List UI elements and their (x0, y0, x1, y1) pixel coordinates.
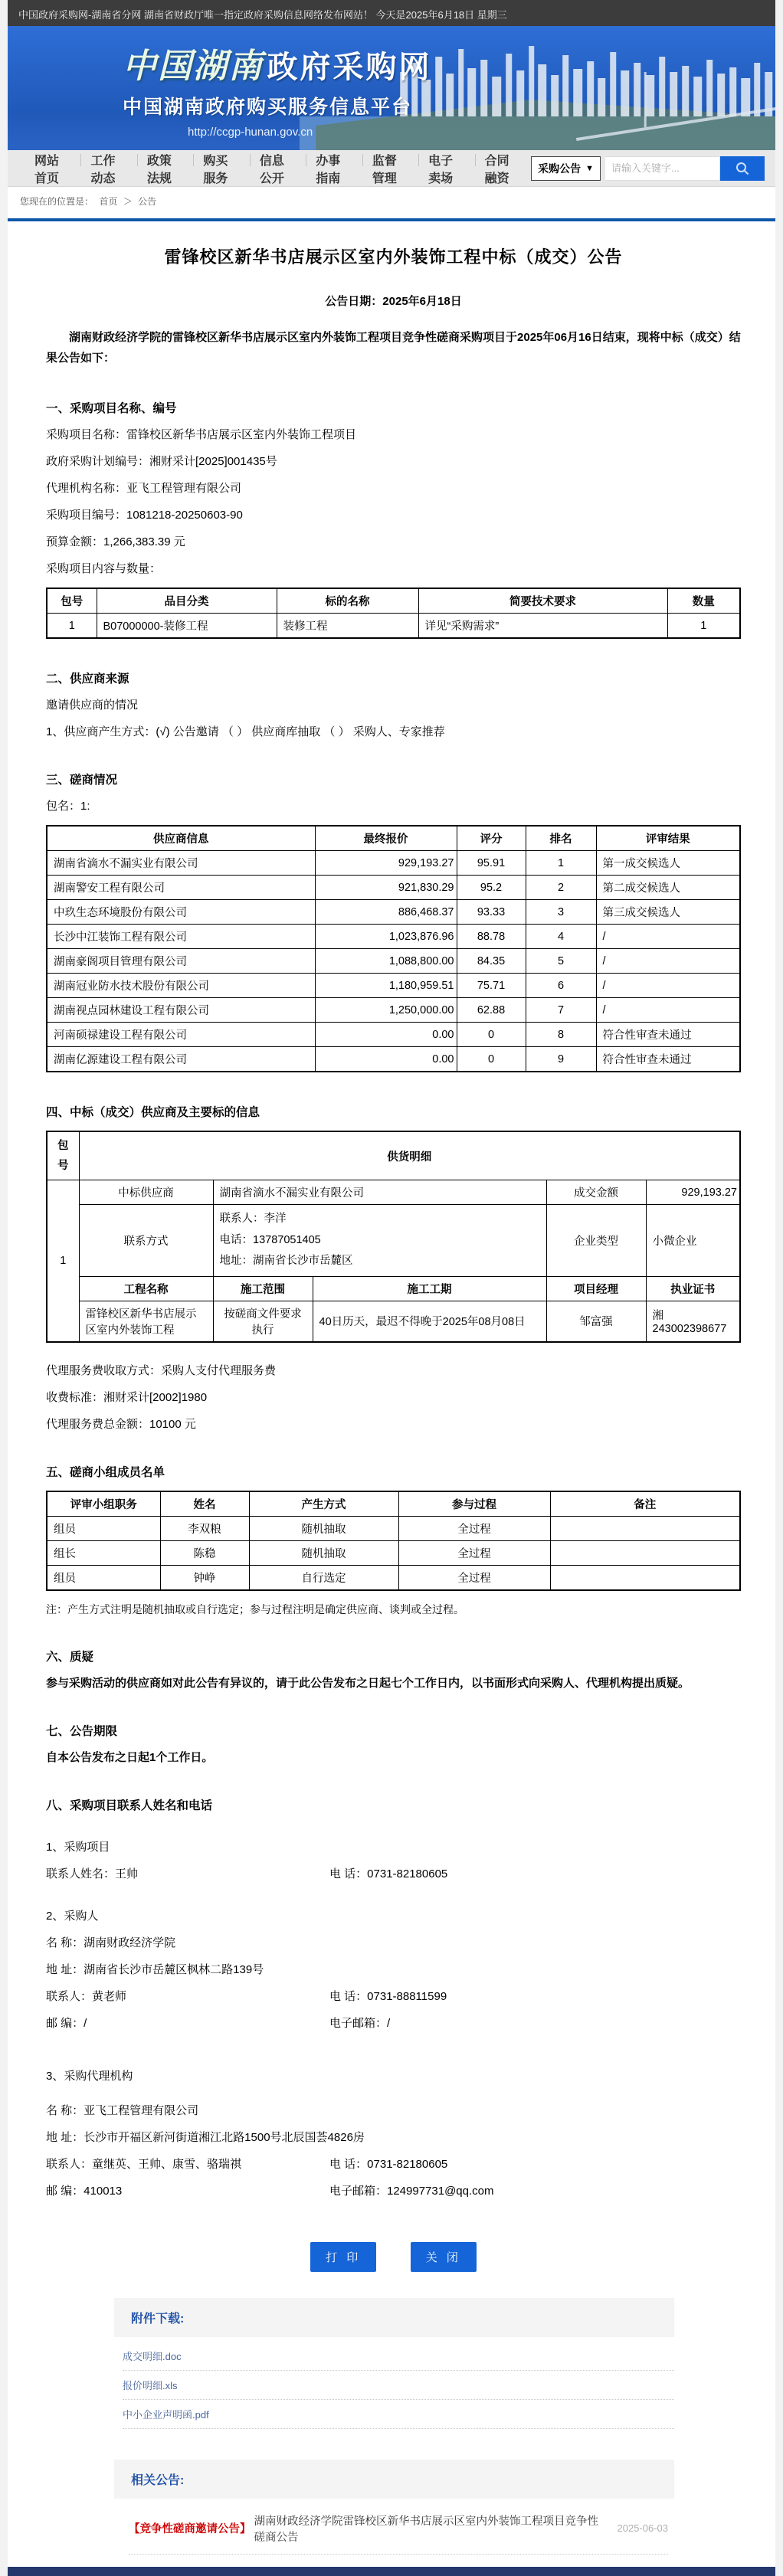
winner-detail-table (46, 1131, 741, 1343)
cell-rank: 5 (526, 949, 596, 974)
column-header: 评审结果 (596, 826, 740, 851)
announcement-period-paragraph: 自本公告发布之日起1个工作日。 (46, 1750, 214, 1764)
contact-person-line: 联系人：李洋 (219, 1213, 287, 1226)
cell-score: 84.35 (457, 949, 526, 974)
site-banner (8, 26, 775, 150)
table-row (47, 1047, 740, 1072)
column-header: 简要技术要求 (418, 588, 667, 614)
column-header: 供应商信息 (47, 826, 315, 851)
attachment-link-xls[interactable]: 报价明细.xls (123, 2379, 178, 2391)
nav-item-financing[interactable]: 合同融资 (475, 151, 531, 186)
search-category-value: 采购公告 (538, 162, 582, 175)
related-title-link[interactable]: 湖南财政经济学院雷锋校区新华书店展示区室内外装饰工程项目竞争性磋商公告 (254, 2515, 598, 2544)
cell-package-no: 1 (47, 614, 97, 639)
section-5-heading: 五、磋商小组成员名单 (46, 1465, 165, 1479)
cell-certificate: 湘243002398677 (646, 1301, 740, 1342)
cell-supplier: 长沙中江装饰工程有限公司 (47, 925, 315, 949)
cell-supplier: 湖南冠业防水技术股份有限公司 (47, 974, 315, 998)
cell-result: / (596, 974, 740, 998)
page (8, 0, 775, 2576)
related-heading: 相关公告: (131, 2473, 185, 2487)
main-nav (8, 150, 775, 187)
winner-label-cell: 中标供应商 (79, 1180, 213, 1205)
table-row (47, 1023, 740, 1047)
topbar-text: 中国政府采购网-湖南省分网 湖南省财政厅唯一指定政府采购信息网络发布网站！ 今天是2025年6月18日 星期三 (18, 9, 507, 21)
cell-result: 第一成交候选人 (596, 851, 740, 876)
breadcrumb-separator: ＞ (123, 196, 133, 207)
cell-supplier: 河南硕禄建设工程有限公司 (47, 1023, 315, 1047)
attachments-header-bar (114, 2298, 674, 2337)
panel-note: 注：产生方式注明是随机抽取或自行选定；参与过程注明是确定供应商、谈判或全过程。 (46, 1602, 464, 1615)
cell-role: 组长 (47, 1540, 160, 1565)
related-date: 2025-06-03 (617, 2522, 668, 2535)
cell-project-manager: 邹富强 (546, 1301, 646, 1342)
enterprise-type-label-cell: 企业类型 (546, 1205, 646, 1277)
cell-rank: 6 (526, 974, 596, 998)
cell-final-price: 1,088,800.00 (315, 949, 457, 974)
items-table (46, 588, 741, 639)
cell-method: 随机抽取 (249, 1540, 398, 1565)
column-header: 工程名称 (79, 1276, 213, 1301)
search-button[interactable] (720, 156, 765, 181)
cell-supplier: 湖南豪阁项目管理有限公司 (47, 949, 315, 974)
table-row (47, 1301, 740, 1342)
column-header: 最终报价 (315, 826, 457, 851)
contact-row (46, 2183, 741, 2199)
close-button[interactable]: 关 闭 (411, 2242, 477, 2272)
intro-paragraph: 湖南财政经济学院的雷锋校区新华书店展示区室内外装饰工程项目竞争性磋商采购项目于2025年06月16日结束，现将中标（成交）结果公告如下： (46, 331, 741, 365)
table-row (47, 876, 740, 900)
attachments-panel (114, 2298, 674, 2429)
cell-score: 95.91 (457, 851, 526, 876)
cell-supplier: 湖南亿源建设工程有限公司 (47, 1047, 315, 1072)
contact-phone: 电 话：0731-82180605 (329, 1867, 448, 1880)
cell-process: 全过程 (398, 1540, 550, 1565)
print-button[interactable]: 打 印 (310, 2242, 376, 2272)
column-header: 姓名 (160, 1491, 249, 1517)
cell-process: 全过程 (398, 1565, 550, 1590)
table-row (47, 949, 740, 974)
negotiation-results-table (46, 825, 741, 1072)
cell-result: 第二成交候选人 (596, 876, 740, 900)
cell-score: 75.71 (457, 974, 526, 998)
cell-final-price: 1,023,876.96 (315, 925, 457, 949)
topbar (8, 0, 775, 26)
cell-duration: 40日历天，最迟不得晚于2025年08月08日 (313, 1301, 546, 1342)
cell-score: 88.78 (457, 925, 526, 949)
package-label: 包名：1: (46, 800, 90, 813)
project-name-line: 采购项目名称：雷锋校区新华书店展示区室内外装饰工程项目 (46, 428, 357, 441)
section-3-heading: 三、磋商情况 (46, 774, 118, 787)
list-item (123, 2342, 674, 2371)
column-header: 备注 (550, 1491, 740, 1517)
table-row (47, 974, 740, 998)
column-header: 评分 (457, 826, 526, 851)
action-buttons (46, 2242, 741, 2272)
nav-menu (25, 151, 531, 186)
breadcrumb-home-link[interactable]: 首页 (99, 196, 118, 207)
nav-item-emall[interactable]: 电子卖场 (418, 151, 474, 186)
contact-person: 联系人：童继英、王帅、康雪、骆瑞祺 (46, 2157, 242, 2171)
search-icon (735, 161, 750, 176)
column-header: 产生方式 (249, 1491, 398, 1517)
contact-address-line: 地址：湖南省长沙市岳麓区 (219, 1255, 353, 1268)
search-input[interactable] (605, 156, 720, 181)
cell-category: B07000000-装修工程 (97, 614, 277, 639)
column-header: 执业证书 (646, 1276, 740, 1301)
related-announcement-item (129, 2512, 668, 2555)
attachment-list (123, 2342, 674, 2429)
cell-method: 随机抽取 (249, 1516, 398, 1540)
cell-rank: 3 (526, 900, 596, 925)
content-quantity-label: 采购项目内容与数量： (46, 562, 162, 575)
contact-row (46, 1988, 741, 2005)
cell-score: 0 (457, 1023, 526, 1047)
agency-name: 名 称：亚飞工程管理有限公司 (46, 2103, 199, 2117)
column-header: 数量 (667, 588, 740, 614)
breadcrumb-label: 您现在的位置是： (20, 196, 94, 207)
related-tag: 【竞争性磋商邀请公告】 (129, 2523, 251, 2536)
logo-title: 政府采购网 (267, 51, 432, 84)
cell-requirement: 详见“采购需求” (418, 614, 667, 639)
contact-value-cell (213, 1205, 546, 1277)
contact-row (46, 2156, 741, 2172)
nav-item-guide[interactable]: 办事指南 (306, 151, 362, 186)
nav-item-purchase-service[interactable]: 购买服务 (193, 151, 249, 186)
cell-score: 93.33 (457, 900, 526, 925)
fee-standard-line: 收费标准：湘财采计[2002]1980 (46, 1390, 208, 1404)
section-8-heading: 八、采购项目联系人姓名和电话 (46, 1799, 213, 1812)
site-logo (123, 38, 775, 87)
column-header: 评审小组职务 (47, 1491, 160, 1517)
cell-rank: 8 (526, 1023, 596, 1047)
table-row (47, 614, 740, 639)
table-row (47, 1205, 740, 1277)
nav-item-policy[interactable]: 政策法规 (137, 151, 193, 186)
zip-code: 邮 编：/ (46, 2016, 87, 2030)
table-row (47, 900, 740, 925)
cell-supplier: 中玖生态环境股份有限公司 (47, 900, 315, 925)
cell-role: 组员 (47, 1516, 160, 1540)
list-item (123, 2371, 674, 2400)
cell-final-price: 929,193.27 (315, 851, 457, 876)
contact-label-cell: 联系方式 (79, 1205, 213, 1277)
objection-paragraph: 参与采购活动的供应商如对此公告有异议的，请于此公告发布之日起七个工作日内，以书面形式向采购人、代理机构提出质疑。 (46, 1676, 690, 1690)
table-row (47, 1180, 740, 1205)
column-header: 排名 (526, 826, 596, 851)
cell-result: 符合性审查未通过 (596, 1023, 740, 1047)
banner-text (8, 26, 775, 139)
breadcrumb-current-link[interactable]: 公告 (138, 196, 157, 207)
list-item (123, 2400, 674, 2429)
plan-number-line: 政府采购计划编号：湘财采计[2025]001435号 (46, 455, 277, 468)
supplier-source-line: 邀请供应商的情况 (46, 699, 139, 712)
cell-remark (550, 1565, 740, 1590)
project-number-line: 采购项目编号：1081218-20250603-90 (46, 509, 243, 522)
attachments-heading: 附件下载: (131, 2312, 185, 2326)
purchaser-name: 名 称：湖南财政经济学院 (46, 1936, 176, 1949)
table-row (47, 925, 740, 949)
table-row (47, 851, 740, 876)
cell-name: 陈稳 (160, 1540, 249, 1565)
cell-rank: 4 (526, 925, 596, 949)
cell-rank: 9 (526, 1047, 596, 1072)
breadcrumb (8, 187, 775, 214)
site-url: http://ccgp-hunan.gov.cn (188, 126, 313, 139)
winner-name-cell: 湖南省滴水不漏实业有限公司 (213, 1180, 546, 1205)
cell-final-price: 1,250,000.00 (315, 998, 457, 1023)
contact-phone: 电 话：0731-88811599 (329, 1989, 447, 2003)
group-1-label: 1、采购项目 (46, 1840, 110, 1854)
related-panel (114, 2460, 674, 2555)
chevron-down-icon: ▼ (585, 163, 594, 173)
cell-final-price: 886,468.37 (315, 900, 457, 925)
cell-final-price: 921,830.29 (315, 876, 457, 900)
cell-name: 李双粮 (160, 1516, 249, 1540)
zip-code: 邮 编：410013 (46, 2184, 123, 2198)
logo-calligraphy: 中国湖南 (123, 47, 264, 85)
contact-person: 联系人：黄老师 (46, 1989, 127, 2003)
cell-result: / (596, 998, 740, 1023)
cell-rank: 7 (526, 998, 596, 1023)
cell-remark (550, 1516, 740, 1540)
related-header-bar (114, 2460, 674, 2499)
amount-label-cell: 成交金额 (546, 1180, 646, 1205)
column-header: 项目经理 (546, 1276, 646, 1301)
cell-final-price: 0.00 (315, 1047, 457, 1072)
cell-rank: 2 (526, 876, 596, 900)
cell-name: 钟峥 (160, 1565, 249, 1590)
cell-quantity: 1 (667, 614, 740, 639)
cell-final-price: 1,180,959.51 (315, 974, 457, 998)
supplier-method-line: 1、供应商产生方式：(√) 公告邀请 （ ） 供应商库抽取 （ ） 采购人、专家推荐 (46, 725, 445, 738)
cell-score: 95.2 (457, 876, 526, 900)
column-header: 参与过程 (398, 1491, 550, 1517)
cell-project-name: 雷锋校区新华书店展示区室内外装饰工程 (79, 1301, 213, 1342)
column-header: 施工工期 (313, 1276, 546, 1301)
nav-item-home[interactable]: 网站首页 (34, 154, 60, 185)
group-2-label: 2、采购人 (46, 1909, 99, 1923)
cell-role: 组员 (47, 1565, 160, 1590)
section-1-heading: 一、采购项目名称、编号 (46, 402, 177, 415)
contact-phone: 电 话：0731-82180605 (329, 2157, 448, 2171)
cell-final-price: 0.00 (315, 1023, 457, 1047)
enterprise-type-value-cell: 小微企业 (646, 1205, 740, 1277)
agency-fee-method-line: 代理服务费收取方式：采购人支付代理服务费 (46, 1363, 277, 1377)
detail-header-cell: 供货明细 (79, 1131, 740, 1180)
section-6-heading: 六、质疑 (46, 1650, 94, 1664)
email: 电子邮箱：124997731@qq.com (329, 2184, 494, 2198)
cell-rank: 1 (526, 851, 596, 876)
cell-scope: 按磋商文件要求执行 (213, 1301, 313, 1342)
cell-method: 自行选定 (249, 1565, 398, 1590)
purchaser-address: 地 址：湖南省长沙市岳麓区枫林二路139号 (46, 1962, 264, 1976)
cell-result: 符合性审查未通过 (596, 1047, 740, 1072)
agency-address: 地 址：长沙市开福区新河街道湘江北路1500号北辰国荟4826房 (46, 2130, 365, 2144)
cell-package-no: 1 (47, 1180, 79, 1342)
table-row (47, 1565, 740, 1590)
cell-supplier: 湖南省滴水不漏实业有限公司 (47, 851, 315, 876)
cell-score: 0 (457, 1047, 526, 1072)
publish-date: 公告日期：2025年6月18日 (325, 295, 462, 308)
cell-process: 全过程 (398, 1516, 550, 1540)
cell-supplier: 湖南视点园林建设工程有限公司 (47, 998, 315, 1023)
cell-result: / (596, 949, 740, 974)
attachment-link-doc[interactable]: 成交明细.doc (123, 2350, 182, 2362)
fee-total-line: 代理服务费总金额：10100 元 (46, 1417, 196, 1431)
contact-phone-line: 电话：13787051405 (219, 1233, 321, 1246)
section-2-heading: 二、供应商来源 (46, 673, 129, 686)
platform-subtitle: 中国湖南政府购买服务信息平台 (123, 97, 413, 118)
cell-supplier: 湖南警安工程有限公司 (47, 876, 315, 900)
contact-row (46, 1866, 741, 1882)
table-row (47, 1516, 740, 1540)
footer-bar (8, 2567, 775, 2576)
column-header: 标的名称 (277, 588, 418, 614)
pkg-header-cell: 包号 (47, 1131, 79, 1180)
table-row (47, 998, 740, 1023)
column-header: 施工范围 (213, 1276, 313, 1301)
amount-value-cell: 929,193.27 (646, 1180, 740, 1205)
cell-score: 62.88 (457, 998, 526, 1023)
table-row (47, 1540, 740, 1565)
column-header: 品目分类 (97, 588, 277, 614)
nav-item-supervision[interactable]: 监督管理 (362, 151, 418, 186)
page-title: 雷锋校区新华书店展示区室内外装饰工程中标（成交）公告 (164, 247, 623, 267)
group-3-label: 3、采购代理机构 (46, 2069, 133, 2083)
search-box (531, 156, 765, 181)
article-content (8, 221, 775, 2555)
budget-line: 预算金额：1,266,383.39 元 (46, 535, 185, 548)
section-7-heading: 七、公告期限 (46, 1724, 118, 1738)
email: 电子邮箱：/ (329, 2016, 391, 2030)
search-category-select[interactable] (531, 156, 601, 181)
attachment-link-pdf[interactable]: 中小企业声明函.pdf (123, 2408, 209, 2421)
cell-remark (550, 1540, 740, 1565)
panel-members-table (46, 1491, 741, 1591)
contact-row (46, 2015, 741, 2031)
cell-result: / (596, 925, 740, 949)
cell-result: 第三成交候选人 (596, 900, 740, 925)
nav-item-info-disclosure[interactable]: 信息公开 (250, 151, 306, 186)
agency-name-line: 代理机构名称：亚飞工程管理有限公司 (46, 482, 242, 495)
contact-person: 联系人姓名：王帅 (46, 1867, 139, 1880)
section-4-heading: 四、中标（成交）供应商及主要标的信息 (46, 1106, 260, 1119)
column-header: 包号 (47, 588, 97, 614)
nav-item-news[interactable]: 工作动态 (80, 151, 136, 186)
cell-subject: 装修工程 (277, 614, 418, 639)
